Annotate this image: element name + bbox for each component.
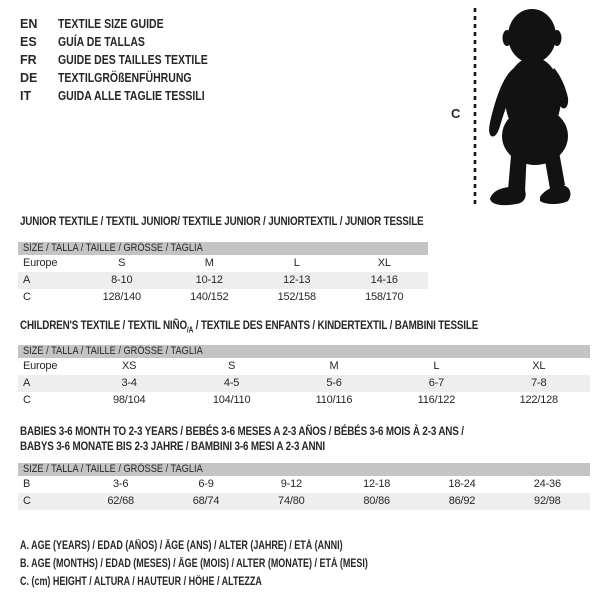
babies-size-table bbox=[18, 463, 590, 510]
children-size-grid bbox=[18, 358, 590, 409]
junior-size-table bbox=[18, 242, 428, 306]
table-row bbox=[18, 358, 590, 375]
height-measure-label: C bbox=[451, 106, 461, 121]
size-cell: 18-24 bbox=[448, 478, 476, 490]
size-cell: 140/152 bbox=[190, 291, 229, 303]
row-label: Europe bbox=[23, 360, 58, 372]
footnote-a-text: A. AGE (YEARS) / EDAD (AÑOS) / ÂGE (ANS) / ALTER (JAHRE) / ETÀ (ANNI) bbox=[20, 540, 343, 552]
table-row bbox=[18, 375, 590, 392]
toddler-body-shape bbox=[489, 9, 570, 205]
size-cell: S bbox=[118, 257, 126, 269]
table-row bbox=[18, 272, 428, 289]
table-row bbox=[18, 476, 590, 493]
language-title: GUÍA DE TALLAS bbox=[58, 35, 145, 49]
junior-table-title-text: JUNIOR TEXTILE / TEXTIL JUNIOR/ TEXTILE JUNIOR / JUNIORTEXTIL / JUNIOR TESSILE bbox=[20, 214, 424, 228]
children-title-subscript: /A bbox=[186, 325, 194, 335]
size-cell: 6-7 bbox=[428, 377, 445, 389]
size-cell: 24-36 bbox=[533, 478, 561, 490]
size-cell: L bbox=[433, 360, 440, 372]
footnote-b-text: B. AGE (MONTHS) / EDAD (MESES) / ÂGE (MOIS) / ALTER (MONATE) / ETÀ (MESI) bbox=[20, 558, 368, 570]
language-title: GUIDE DES TAILLES TEXTILE bbox=[58, 53, 208, 67]
row-label: A bbox=[23, 377, 31, 389]
row-label: C bbox=[23, 291, 31, 303]
language-code: DE bbox=[20, 71, 38, 85]
language-row-es bbox=[20, 33, 236, 51]
size-cell: 7-8 bbox=[531, 377, 547, 389]
babies-table-title bbox=[20, 424, 561, 454]
table-row bbox=[18, 255, 428, 272]
footnote-c bbox=[20, 573, 466, 591]
language-title: GUIDA ALLE TAGLIE TESSILI bbox=[58, 89, 205, 103]
language-title-list bbox=[20, 15, 236, 105]
size-cell: M bbox=[329, 360, 339, 372]
footnote-list bbox=[20, 537, 466, 591]
children-size-table bbox=[18, 345, 590, 409]
children-table-title-text bbox=[20, 318, 478, 337]
size-cell: 5-6 bbox=[326, 377, 342, 389]
size-cell: 128/140 bbox=[102, 291, 141, 303]
size-cell: 12-18 bbox=[363, 478, 391, 490]
size-header-bar bbox=[18, 242, 428, 255]
size-cell: 86/92 bbox=[448, 495, 476, 507]
row-label: C bbox=[23, 495, 31, 507]
size-cell: 104/110 bbox=[212, 394, 251, 406]
size-cell: 12-13 bbox=[283, 274, 311, 286]
size-cell: 3-6 bbox=[113, 478, 129, 490]
language-row-it bbox=[20, 87, 236, 105]
size-cell: 74/80 bbox=[278, 495, 305, 507]
size-header-text: SIZE / TALLA / TAILLE / GRÖSSE / TAGLIA bbox=[23, 242, 203, 254]
table-row bbox=[18, 289, 428, 306]
babies-title-line1: BABIES 3-6 MONTH TO 2-3 YEARS / BEBÉS 3-6 MESES A 2-3 AÑOS / BÉBÉS 3-6 MOIS À 2-3 ANS / bbox=[20, 424, 464, 438]
size-cell: 6-9 bbox=[198, 478, 214, 490]
size-header-bar bbox=[18, 345, 590, 358]
size-cell: 62/68 bbox=[107, 495, 134, 507]
size-cell: 110/116 bbox=[315, 394, 353, 406]
size-cell: 3-4 bbox=[121, 377, 137, 389]
size-cell: XL bbox=[532, 360, 546, 372]
size-cell: 158/170 bbox=[365, 291, 404, 303]
row-label: Europe bbox=[23, 257, 58, 269]
size-cell: S bbox=[228, 360, 236, 372]
footnote-c-text: C. (cm) HEIGHT / ALTURA / HAUTEUR / HÖHE / ALTEZZA bbox=[20, 576, 262, 588]
size-cell: 14-16 bbox=[370, 274, 398, 286]
toddler-silhouette bbox=[462, 6, 588, 212]
size-cell: L bbox=[293, 257, 300, 269]
row-label: B bbox=[23, 478, 31, 490]
babies-size-grid bbox=[18, 476, 590, 510]
row-label: A bbox=[23, 274, 31, 286]
language-code: ES bbox=[20, 35, 37, 49]
size-cell: 92/98 bbox=[534, 495, 561, 507]
language-title: TEXTILGRÖßENFÜHRUNG bbox=[58, 71, 192, 85]
footnote-a bbox=[20, 537, 466, 555]
size-cell: 9-12 bbox=[280, 478, 302, 490]
children-table-title bbox=[20, 318, 579, 337]
language-title: TEXTILE SIZE GUIDE bbox=[58, 17, 164, 31]
size-header-text: SIZE / TALLA / TAILLE / GRÖSSE / TAGLIA bbox=[23, 463, 203, 475]
size-cell: 68/74 bbox=[192, 495, 220, 507]
size-cell: 8-10 bbox=[111, 274, 133, 286]
babies-title-line2: BABYS 3-6 MONATE BIS 2-3 JAHRE / BAMBINI 3-6 MESI A 2-3 ANNI bbox=[20, 439, 325, 453]
junior-size-grid bbox=[18, 255, 428, 306]
size-header-bar bbox=[18, 463, 590, 476]
table-row bbox=[18, 392, 590, 409]
footnote-b bbox=[20, 555, 466, 573]
children-title-pre: CHILDREN'S TEXTILE / TEXTIL NIÑO bbox=[20, 318, 187, 332]
language-row-de bbox=[20, 69, 236, 87]
language-code: IT bbox=[20, 89, 32, 103]
children-title-post: / TEXTILE DES ENFANTS / KINDERTEXTIL / BAMBINI TESSILE bbox=[193, 318, 479, 332]
size-cell: XL bbox=[377, 257, 391, 269]
row-label: C bbox=[23, 394, 31, 406]
size-cell: 4-5 bbox=[223, 377, 240, 389]
language-code: EN bbox=[20, 17, 38, 31]
size-cell: 152/158 bbox=[277, 291, 316, 303]
size-cell: 80/86 bbox=[363, 495, 390, 507]
size-cell: M bbox=[204, 257, 214, 269]
size-cell: XS bbox=[122, 360, 137, 372]
size-header-text: SIZE / TALLA / TAILLE / GRÖSSE / TAGLIA bbox=[23, 345, 203, 357]
size-cell: 10-12 bbox=[195, 274, 223, 286]
size-cell: 122/128 bbox=[519, 394, 558, 406]
language-row-en bbox=[20, 15, 236, 33]
size-cell: 98/104 bbox=[112, 394, 146, 406]
language-row-fr bbox=[20, 51, 236, 69]
table-row bbox=[18, 493, 590, 510]
size-cell: 116/122 bbox=[417, 394, 456, 406]
junior-table-title bbox=[20, 214, 512, 229]
language-code: FR bbox=[20, 53, 37, 67]
